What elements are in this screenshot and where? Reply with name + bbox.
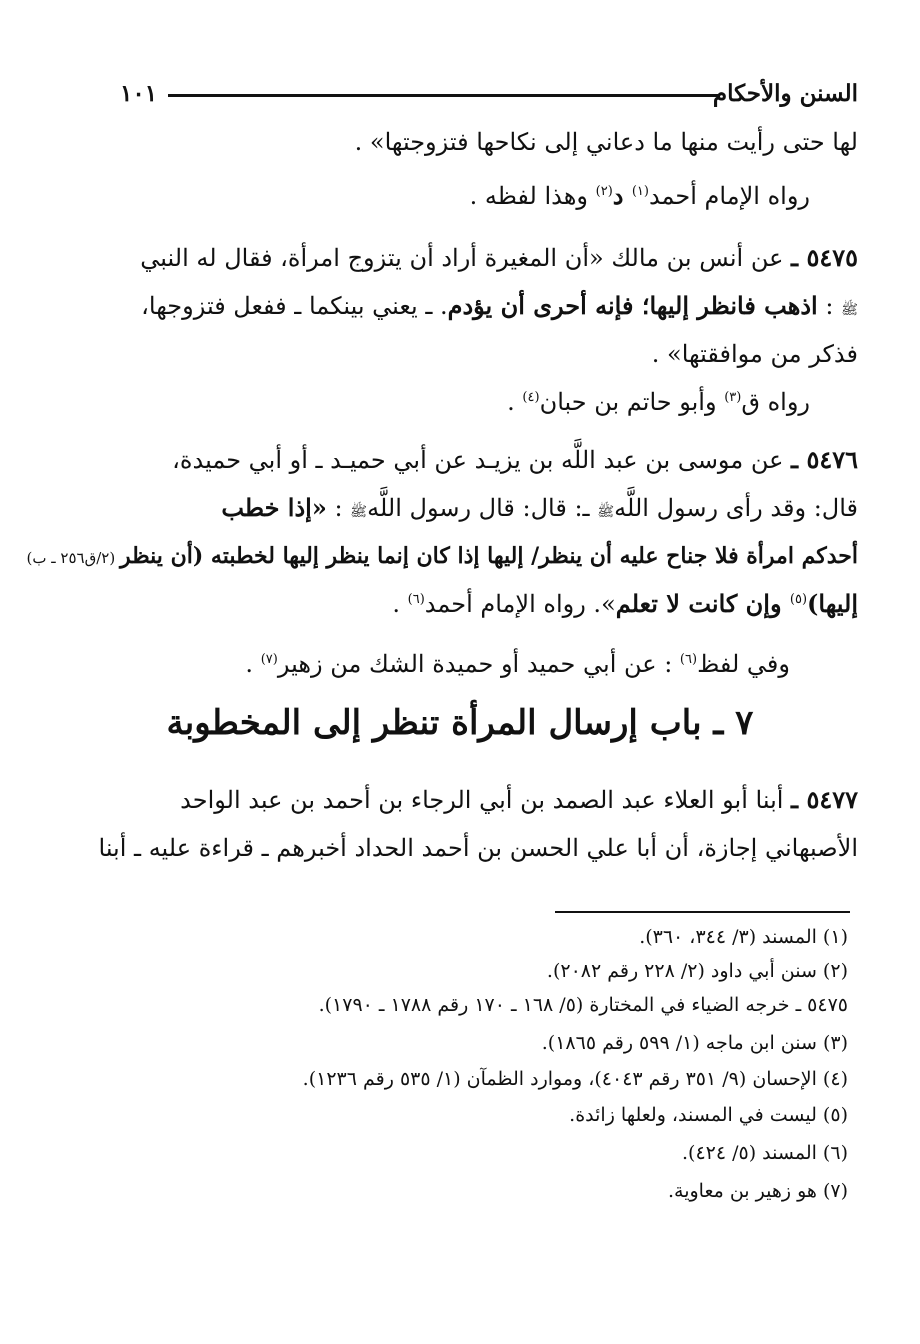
footnote-separator [555, 911, 850, 913]
hadith-5476-line-4: إليها)$^{(٥)}$ وإن كانت لا تعلم». رواه الإمام أحمد$^{(٦)}$ . [392, 589, 858, 618]
hadith-5476-line-1: ٥٤٧٦ ـ عن موسى بن عبد اللَّه بن يزيـد عن أبي حميـد ـ أو أبي حميدة، [172, 445, 858, 474]
footnote-6: (٦) المسند (٥/ ٤٢٤). [681, 1142, 848, 1164]
footnote-5: (٥) ليست في المسند، ولعلها زائدة. [569, 1104, 848, 1126]
hadith-5477-line-1: ٥٤٧٧ ـ أبنا أبو العلاء عبد الصمد بن أبي الرجاء بن أحمد بن عبد الواحد [180, 785, 858, 814]
header-rule [168, 94, 718, 97]
hadith-number: ٥٤٧٥ ـ [791, 243, 858, 272]
hadith-5475-line-3: فذكر من موافقتها» . [651, 340, 858, 368]
manuscript-ref: (٢/ق٢٥٦ ـ ب) [26, 549, 120, 567]
alternate-wording-line: وفي لفظ$^{(٦)}$ : عن أبي حميد أو حميدة الشك من زهير$^{(٧)}$ . [245, 650, 790, 678]
hadith-number: ٥٤٧٧ ـ [791, 785, 858, 814]
footnote-1: (١) المسند (٣/ ٣٤٤، ٣٦٠). [639, 926, 848, 948]
hadith-5475-line-2: ﷺ : اذهب فانظر إليها؛ فإنه أحرى أن يؤدم. ـ يعني بينكما ـ ففعل فتزوجها، [141, 291, 858, 320]
chapter-heading: ٧ ـ باب إرسال المرأة تنظر إلى المخطوبة [166, 703, 754, 743]
footnote-3: (٣) سنن ابن ماجه (١/ ٥٩٩ رقم ١٨٦٥). [541, 1032, 848, 1054]
hadith-number: ٥٤٧٦ ـ [791, 445, 858, 474]
hadith-5475-line-1: ٥٤٧٥ ـ عن أنس بن مالك «أن المغيرة أراد أن يتزوج امرأة، فقال له النبي [140, 243, 858, 272]
running-header-title: السنن والأحكام [712, 80, 858, 107]
page-number: ١٠١ [120, 80, 158, 107]
footnote-2: (٢) سنن أبي داود (٢/ ٢٢٨ رقم ٢٠٨٢). [546, 960, 848, 982]
footnote-5475: ٥٤٧٥ ـ خرجه الضياء في المختارة (٥/ ١٦٨ ـ ١٧٠ رقم ١٧٨٨ ـ ١٧٩٠). [318, 994, 848, 1016]
body-line-2: رواه الإمام أحمد$^{(١)}$ د$^{(٢)}$ وهذا لفظه . [469, 181, 810, 210]
footnote-4: (٤) الإحسان (٩/ ٣٥١ رقم ٤٠٤٣)، وموارد الظمآن (١/ ٥٣٥ رقم ١٢٣٦). [302, 1068, 848, 1090]
body-line-1: لها حتى رأيت منها ما دعاني إلى نكاحها فتزوجتها» . [354, 128, 858, 156]
hadith-5476-line-3: أحدكم امرأة فلا جناح عليه أن ينظر/ إليها إذا كان إنما ينظر إليها لخطبته (أن ينظر (٢/ق٢٥٦ ـ ب) [26, 543, 858, 569]
hadith-5477-line-2: الأصبهاني إجازة، أن أبا علي الحسن بن أحمد الحداد أخبرهم ـ قراءة عليه ـ أبنا [98, 834, 858, 862]
footnote-7: (٧) هو زهير بن معاوية. [667, 1180, 848, 1202]
hadith-5476-line-2: قال: وقد رأى رسول اللَّهﷺ ـ: قال: قال رسول اللَّهﷺ : «إذا خطب [221, 493, 858, 522]
hadith-5475-ref: رواه ق$^{(٣)}$ وأبو حاتم بن حبان$^{(٤)}$ . [507, 388, 810, 416]
